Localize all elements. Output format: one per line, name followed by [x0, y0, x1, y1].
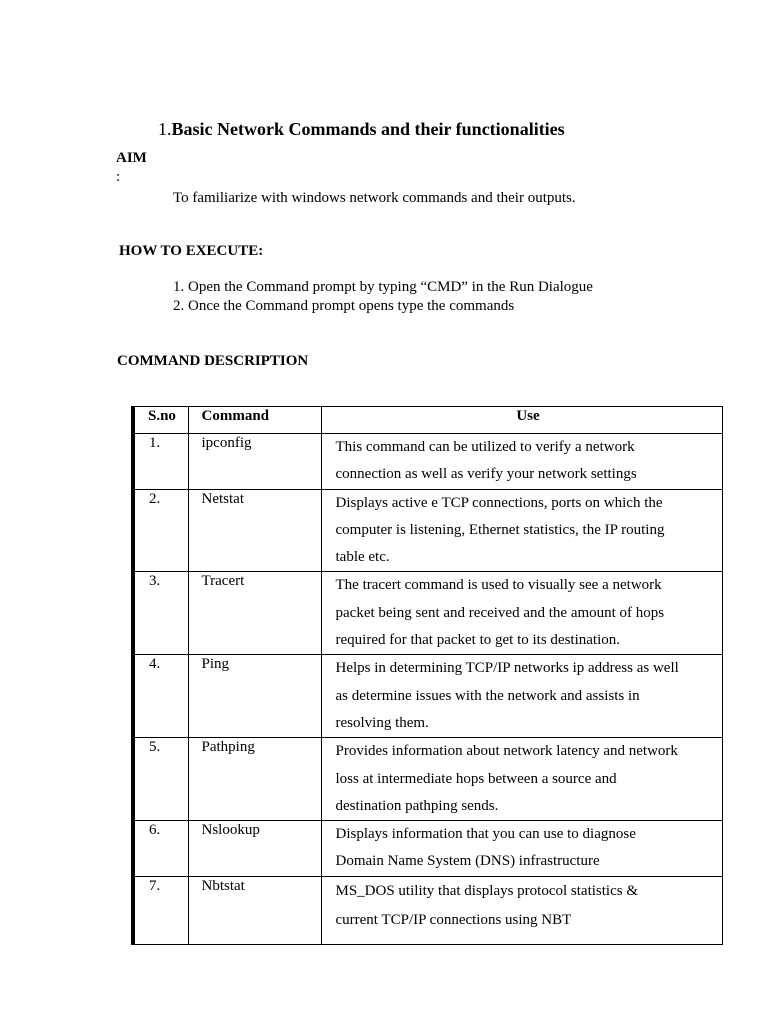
header-command: Command	[188, 407, 321, 434]
use-line: The tracert command is used to visually see a network	[335, 577, 662, 594]
use-line: as determine issues with the network and assists in	[335, 687, 640, 704]
step-item: 2. Once the Command prompt opens type the commands	[173, 298, 515, 314]
cell-use	[321, 489, 722, 572]
aim-text: To familiarize with windows network commands and their outputs.	[173, 190, 576, 206]
header-sno: S.no	[133, 407, 188, 434]
cell-sno: 3.	[133, 572, 188, 655]
aim-label: AIM	[116, 150, 147, 166]
command-table	[131, 406, 723, 945]
cell-command: ipconfig	[188, 434, 321, 490]
use-line: current TCP/IP connections using NBT	[335, 911, 572, 928]
step-item: 1. Open the Command prompt by typing “CMD” in the Run Dialogue	[173, 279, 593, 295]
cell-command: Ping	[188, 655, 321, 738]
use-line: Domain Name System (DNS) infrastructure	[335, 853, 600, 870]
table-header-row	[133, 407, 722, 434]
cell-command: Nbtstat	[188, 876, 321, 944]
use-line: MS_DOS utility that displays protocol statistics &	[335, 882, 639, 899]
table-body	[133, 434, 722, 945]
table-row	[133, 572, 722, 655]
cell-use	[321, 876, 722, 944]
cell-use	[321, 434, 722, 490]
use-line: connection as well as verify your network settings	[335, 466, 637, 483]
title-number: 1.	[158, 119, 172, 139]
title-text: Basic Network Commands and their functionalities	[171, 119, 565, 139]
table-row	[133, 738, 722, 821]
header-use: Use	[321, 407, 722, 434]
cell-sno: 7.	[133, 876, 188, 944]
use-line: Displays active e TCP connections, ports on which the	[335, 494, 663, 511]
use-line: destination pathping sends.	[335, 797, 499, 814]
use-line: loss at intermediate hops between a source and	[335, 770, 617, 787]
use-line: computer is listening, Ethernet statistics, the IP routing	[335, 521, 665, 538]
cell-command: Tracert	[188, 572, 321, 655]
cell-sno: 1.	[133, 434, 188, 490]
table-row	[133, 489, 722, 572]
aim-colon: :	[116, 169, 121, 185]
table-row	[133, 655, 722, 738]
table-row	[133, 876, 722, 944]
howto-heading: HOW TO EXECUTE:	[119, 243, 264, 259]
cell-sno: 6.	[133, 821, 188, 877]
page-title	[158, 117, 565, 141]
cell-sno: 5.	[133, 738, 188, 821]
use-line: Displays information that you can use to diagnose	[335, 826, 636, 843]
cell-command: Pathping	[188, 738, 321, 821]
cell-use	[321, 738, 722, 821]
table-row	[133, 821, 722, 877]
use-line: required for that packet to get to its destination.	[335, 632, 621, 649]
use-line: packet being sent and received and the amount of hops	[335, 604, 665, 621]
use-line: resolving them.	[335, 714, 429, 731]
cell-sno: 4.	[133, 655, 188, 738]
cell-use	[321, 821, 722, 877]
use-line: This command can be utilized to verify a network	[335, 439, 635, 455]
cell-sno: 2.	[133, 489, 188, 572]
cell-command: Netstat	[188, 489, 321, 572]
steps-list	[173, 278, 593, 316]
table-row	[133, 434, 722, 490]
use-line: Provides information about network latency and network	[335, 743, 678, 760]
cell-use	[321, 655, 722, 738]
use-line: table etc.	[335, 549, 390, 566]
cell-command: Nslookup	[188, 821, 321, 877]
use-line: Helps in determining TCP/IP networks ip address as well	[335, 660, 679, 677]
cell-use	[321, 572, 722, 655]
command-description-heading: COMMAND DESCRIPTION	[117, 353, 309, 369]
